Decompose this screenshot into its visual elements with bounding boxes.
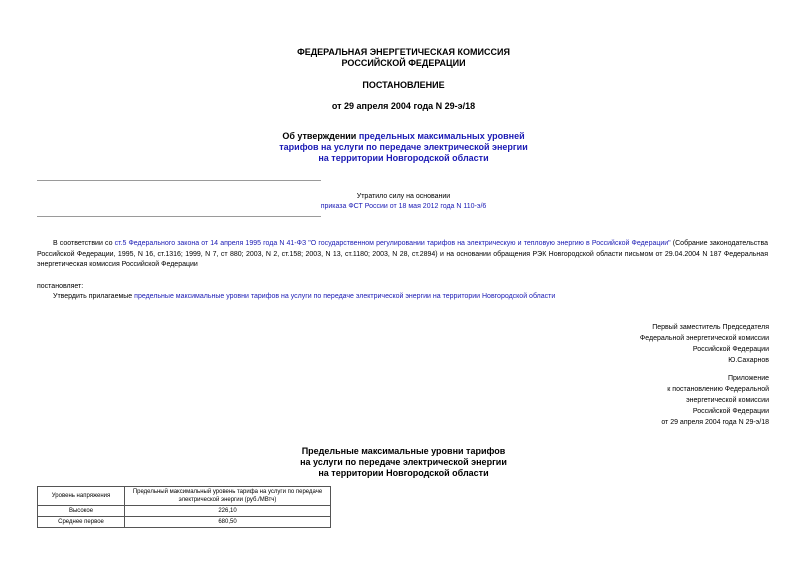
table-title-line-2: на услуги по передаче электрической энергии [300, 457, 507, 467]
document-date-number: от 29 апреля 2004 года N 29-э/18 [331, 101, 476, 111]
approve-paragraph [53, 292, 773, 303]
tariff-table [37, 486, 331, 528]
status-text: Утратило силу на основании [356, 193, 451, 200]
signatory-name: Ю.Сахарнов [728, 357, 769, 364]
appendix-line-2: к постановлению Федеральной [667, 386, 769, 393]
approve-prefix: Утвердить прилагаемые [53, 293, 135, 300]
issuer-name [0, 47, 807, 69]
issuer-line-2: РОССИЙСКОЙ ФЕДЕРАЦИИ [341, 58, 466, 68]
header-voltage-level: Уровень напряжения [38, 487, 125, 506]
appendix-block [661, 373, 769, 428]
table-header-row [38, 487, 331, 506]
divider-top [37, 180, 321, 181]
issuer-line-1: ФЕДЕРАЛЬНАЯ ЭНЕРГЕТИЧЕСКАЯ КОМИССИЯ [297, 47, 510, 57]
tariff-value-cell: 680,50 [125, 517, 331, 528]
subject-link-line-3[interactable]: на территории Новгородской области [318, 153, 489, 163]
tariff-levels-link[interactable]: предельные максимальные уровни тарифов на услуги по передаче электрической энергии на территории Новгородской области [134, 293, 556, 300]
subject-link-line-1[interactable]: предельных максимальных уровней [358, 131, 525, 141]
signature-block [640, 322, 769, 366]
table-title-line-1: Предельные максимальные уровни тарифов [301, 446, 506, 456]
divider-bottom [37, 216, 321, 217]
document-type: ПОСТАНОВЛЕНИЕ [362, 80, 445, 90]
federal-law-link[interactable]: ст.5 Федерального закона от 14 апреля 1995 года N 41-ФЗ "О государственном регулировании тарифов на электрическую и тепловую энергию в Российской Федерации" [114, 240, 671, 247]
signature-line-3: Российской Федерации [692, 346, 769, 353]
signature-line-1: Первый заместитель Председателя [652, 324, 769, 331]
header-tariff-limit: Предельный максимальный уровень тарифа на услуги по передаче электрической энергии (руб./МВтч) [125, 487, 331, 506]
voltage-level-cell: Среднее первое [38, 517, 125, 528]
appendix-line-3: энергетической комиссии [686, 397, 769, 404]
status-link-line [0, 202, 807, 211]
voltage-level-cell: Высокое [38, 506, 125, 517]
table-row [38, 517, 331, 528]
appendix-line-1: Приложение [727, 375, 769, 382]
preamble-start: В соответствии со [53, 240, 115, 247]
table-row [38, 506, 331, 517]
subject-link-line-2[interactable]: тарифов на услуги по передаче электрической энергии [279, 142, 528, 152]
preamble-paragraph [37, 239, 768, 271]
subject-prefix: Об утверждении [282, 131, 359, 141]
appendix-line-5: от 29 апреля 2004 года N 29-э/18 [661, 419, 769, 426]
table-title-line-3: на территории Новгородской области [318, 468, 489, 478]
document-subject [0, 131, 807, 164]
resolves-word: постановляет: [37, 283, 84, 290]
tariff-value-cell: 226,10 [125, 506, 331, 517]
table-title [0, 446, 807, 479]
appendix-line-4: Российской Федерации [692, 408, 769, 415]
preamble-rest: (Собрание законодательства Российской Федерации, 1995, N 16, ст.1316; 1999, N 7, ст 880; 2003, N 2, ст.158; 2003, N 13, ст.1180; 2003, N 28, ст.2894) и на основании обращения РЭК Новгородской области письмом от 29.04.2004 N 187 Федеральная энергетическая комиссия Российской Федерации [37, 240, 768, 268]
signature-line-2: Федеральной энергетической комиссии [639, 335, 769, 342]
repeal-order-link[interactable]: приказа ФСТ России от 18 мая 2012 года N 110-э/6 [320, 203, 487, 210]
